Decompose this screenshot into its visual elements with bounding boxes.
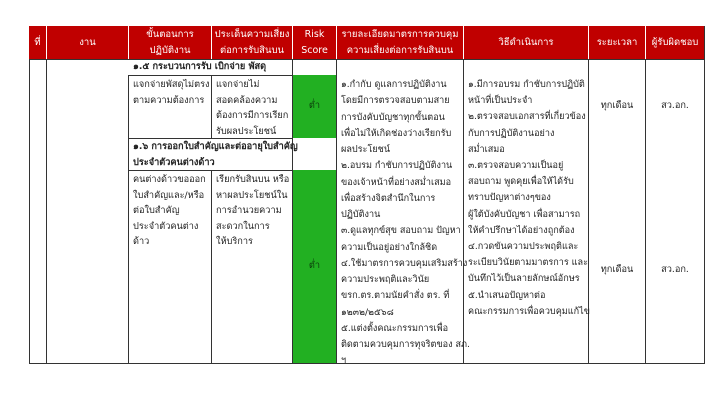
process-text-2: คนต่างด้าวขอออก ใบสำคัญและ/หรือ ต่อใบสำคัญ ประจำตัวคนต่าง ด้าว xyxy=(133,174,206,248)
control-measures-text: ๑.กำกับ ดูแลการปฏิบัติงาน โดยมีการตรวจสอบตามสาย การบังคับบัญชาทุกขั้นตอน เพื่อไม่ให้เกิดช่องว่างเรียกรับ ผลประโยชน์ ๒.อบรม กำชับการปฏิบัติงาน ของเจ้าหน้าที่อย่างสม่ำเสมอ เพื่อสร้างจิตสำนึกในการ ปฏิบัติงาน ๓.ดูแลทุกข์สุข สอบถาม ปัญหา ความเป็นอยู่อย่างใกล้ชิด ๔.ใช้มาตรการควบคุมเสริมสร้าง ความประพฤติและวินัย ขรก.ตร.ตามนัยคำสั่ง ตร. ที่ ๑๒๓๒/๒๕๖๘ ๕.แต่งตั้งคณะกรรมการเพื่อ ติดตามควบคุมการทุจริตของ สภ. ฯ xyxy=(341,80,470,367)
header-period: ระยะเวลา xyxy=(596,36,638,48)
method-text: ๑.มีการอบรม กำชับการปฏิบัติ หน้าที่เป็นประจำ ๒.ตรวจสอบเอกสารที่เกี่ยวข้อง กับการปฏิบัติงานอย่าง สม่ำเสมอ ๓.ตรวจสอบความเป็นอยู่ สอบถาม พูดคุยเพื่อให้ได้รับ ทราบปัญหาต่างๆของ ผู้ใต้บังคับบัญชา เพื่อสามารถ ให้คำปรึกษาได้อย่างถูกต้อง ๔.กวดขันความประพฤติและ ระเบียบวินัยตามมาตรการ และ บันทึกไว้เป็นลายลักษณ์อักษร ๕.นำเสนอปัญหาต่อ คณะกรรมการเพื่อควบคุมแก้ไข xyxy=(468,80,590,317)
header-no: ที่ xyxy=(34,36,41,48)
owner-text-1: สว.อก. xyxy=(661,100,689,111)
header-method: วิธีดำเนินการ xyxy=(498,36,554,48)
header-process: ขั้นตอนการ ปฏิบัติงาน xyxy=(146,28,194,56)
risk-issue-text-1: แจกจ่ายไม่ สอดคล้องความ ต้องการมีการเรียก รับผลประโยชน์ xyxy=(216,79,289,137)
header-control: รายละเอียดมาตรการควบคุม ความเสี่ยงต่อการรับสินบน xyxy=(341,28,459,56)
header-risk-score: Risk Score xyxy=(301,28,328,56)
section-heading-2: ๑.๖ การออกใบสำคัญและต่ออายุใบสำคัญ ประจำตัวคนต่างด้าว xyxy=(133,141,298,168)
owner-text-2: สว.อก. xyxy=(661,264,689,275)
risk-score-label-2: ต่ำ xyxy=(308,260,321,271)
header-owner: ผู้รับผิดชอบ xyxy=(651,36,699,48)
risk-score-label-1: ต่ำ xyxy=(308,100,321,111)
period-text-1: ทุกเดือน xyxy=(600,100,634,111)
section-heading-1: ๑.๕ กระบวนการรับ เบิกจ่าย พัสดุ xyxy=(133,61,267,72)
risk-issue-text-2: เรียกรับสินบน หรือ หาผลประโยชน์ใน การอำนวยความ สะดวกในการ ให้บริการ xyxy=(216,174,290,248)
process-text-1: แจกจ่ายพัสดุไม่ตรง ตามความต้องการ xyxy=(133,79,210,106)
period-text-2: ทุกเดือน xyxy=(600,264,634,275)
header-risk-issue: ประเด็นความเสี่ยง ต่อการรับสินบน xyxy=(214,28,290,56)
header-task: งาน xyxy=(79,36,96,48)
